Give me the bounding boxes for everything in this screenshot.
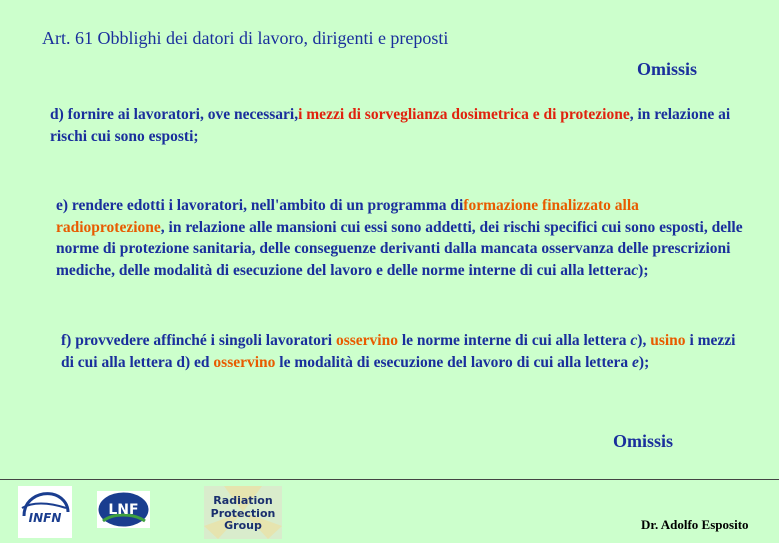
paragraph-f — [61, 330, 751, 373]
para-d-highlight: i mezzi di sorveglianza dosimetrica e di protezione — [298, 106, 630, 123]
infn-logo-text: INFN — [28, 511, 62, 525]
para-d-text-2: , in relazione ai rischi cui sono esposti; — [50, 106, 731, 145]
lnf-logo-text: LNF — [108, 502, 139, 518]
para-f-highlight-osservino-2: osservino — [213, 353, 276, 371]
paragraph-d — [50, 104, 770, 147]
para-f-letter-e: e — [632, 353, 639, 371]
rpg-logo-line-2: Protection — [210, 506, 276, 520]
omissis-bottom: Omissis — [613, 431, 674, 451]
para-f-letter-c: c — [630, 332, 638, 349]
para-e-text-1: e) rendere edotti i lavoratori, nell'ambito di un programma di — [56, 197, 464, 214]
author-name: Dr. Adolfo Esposito — [641, 517, 749, 532]
slide-title: Art. 61 Obblighi dei datori di lavoro, dirigenti e preposti — [42, 28, 449, 48]
omissis-top: Omissis — [637, 59, 698, 79]
para-f-text-5: le modalità di esecuzione del lavoro di cui alla lettera — [275, 353, 633, 371]
para-f-text-3: ), — [637, 332, 651, 349]
paragraph-e — [56, 195, 746, 281]
radiation-protection-group-logo — [204, 486, 282, 539]
rpg-logo-line-1: Radiation — [213, 494, 273, 507]
para-e-text-2: , in relazione alle mansioni cui essi sono addetti, dei rischi specifici cui sono esposti, delle norme di protezione sanitaria, delle conseguenze derivanti dalla mancata osservanza delle prescrizioni mediche, delle modalità di esecuzione del lavoro e delle norme interne di cui alla lettera — [56, 218, 743, 279]
para-d-text-1: d) fornire ai lavoratori, ove necessari, — [50, 106, 299, 123]
para-f-text-6: ); — [638, 353, 650, 371]
para-f-highlight-osservino-1: osservino — [335, 332, 398, 349]
para-f-text-2: le norme interne di cui alla lettera — [397, 332, 631, 349]
para-e-text-3: ); — [638, 261, 649, 279]
rpg-logo-line-3: Group — [224, 519, 262, 532]
footer-divider — [0, 479, 779, 480]
para-e-letter-c: c — [631, 261, 639, 279]
infn-logo — [18, 486, 72, 538]
para-f-text-4: i mezzi di cui alla lettera d) ed — [61, 332, 736, 371]
para-e-highlight: formazione finalizzato alla radioprotezione — [56, 197, 639, 236]
para-f-text-1: f) provvedere affinché i singoli lavoratori — [61, 332, 336, 349]
para-f-highlight-usino: usino — [650, 332, 686, 349]
lnf-logo — [97, 491, 150, 528]
